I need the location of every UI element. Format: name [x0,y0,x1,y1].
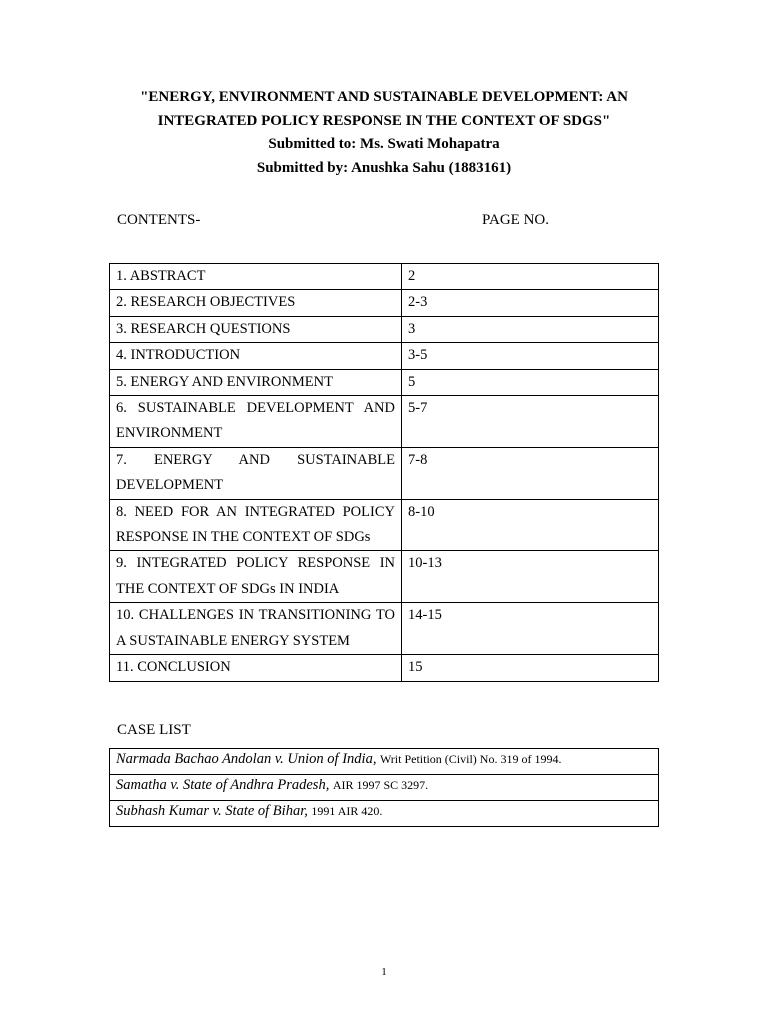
case-list-heading: CASE LIST [117,722,191,738]
toc-page: 3-5 [402,343,659,369]
case-citation: 1991 AIR 420. [311,804,383,818]
title-line-2: INTEGRATED POLICY RESPONSE IN THE CONTEXT OF SDGS" [157,112,611,129]
title-block [0,86,768,180]
page-no-label: PAGE NO. [482,212,549,228]
submitted-by: Submitted by: Anushka Sahu (1883161) [256,159,512,176]
toc-page: 10-13 [402,551,659,603]
table-row [110,603,659,655]
table-row [110,264,659,290]
title-line-1: "ENERGY, ENVIRONMENT AND SUSTAINABLE DEVELOPMENT: AN [140,89,628,105]
toc-title: 9. INTEGRATED POLICY RESPONSE IN THE CONTEXT OF SDGs IN INDIA [110,551,402,603]
table-row [110,801,659,827]
toc-title: 1. ABSTRACT [110,264,402,290]
case-citation: AIR 1997 SC 3297. [332,778,429,792]
case-name: Subhash Kumar v. State of Bihar, [116,803,308,819]
page-number: 1 [381,966,387,978]
toc-title: 5. ENERGY AND ENVIRONMENT [110,369,402,395]
toc-page: 2-3 [402,290,659,316]
case-citation: Writ Petition (Civil) No. 319 of 1994. [379,752,562,766]
table-row [110,749,659,775]
table-row [110,447,659,499]
table-row [110,369,659,395]
toc-title: 7. ENERGY AND SUSTAINABLE DEVELOPMENT [110,447,402,499]
case-list-table [109,748,659,827]
table-row [110,499,659,551]
toc-page: 7-8 [402,447,659,499]
table-row [110,775,659,801]
case-name: Samatha v. State of Andhra Pradesh, [116,777,330,793]
submitted-to: Submitted to: Ms. Swati Mohapatra [268,136,500,152]
toc-title: 6. SUSTAINABLE DEVELOPMENT AND ENVIRONMENT [110,396,402,448]
toc-title: 3. RESEARCH QUESTIONS [110,316,402,342]
table-row [110,551,659,603]
case-cell [110,801,659,827]
table-row [110,343,659,369]
toc-page: 5 [402,369,659,395]
toc-page: 14-15 [402,603,659,655]
toc-title: 2. RESEARCH OBJECTIVES [110,290,402,316]
table-row [110,655,659,681]
toc-title: 10. CHALLENGES IN TRANSITIONING TO A SUSTAINABLE ENERGY SYSTEM [110,603,402,655]
toc-page: 3 [402,316,659,342]
contents-table [109,263,659,682]
table-row [110,396,659,448]
toc-page: 15 [402,655,659,681]
toc-page: 2 [402,264,659,290]
table-row [110,316,659,342]
contents-header [117,212,549,229]
toc-page: 8-10 [402,499,659,551]
case-cell [110,749,659,775]
toc-title: 11. CONCLUSION [110,655,402,681]
contents-label: CONTENTS- [117,212,201,228]
toc-page: 5-7 [402,396,659,448]
toc-title: 8. NEED FOR AN INTEGRATED POLICY RESPONSE IN THE CONTEXT OF SDGs [110,499,402,551]
toc-title: 4. INTRODUCTION [110,343,402,369]
table-row [110,290,659,316]
case-cell [110,775,659,801]
case-name: Narmada Bachao Andolan v. Union of India, [116,751,377,767]
